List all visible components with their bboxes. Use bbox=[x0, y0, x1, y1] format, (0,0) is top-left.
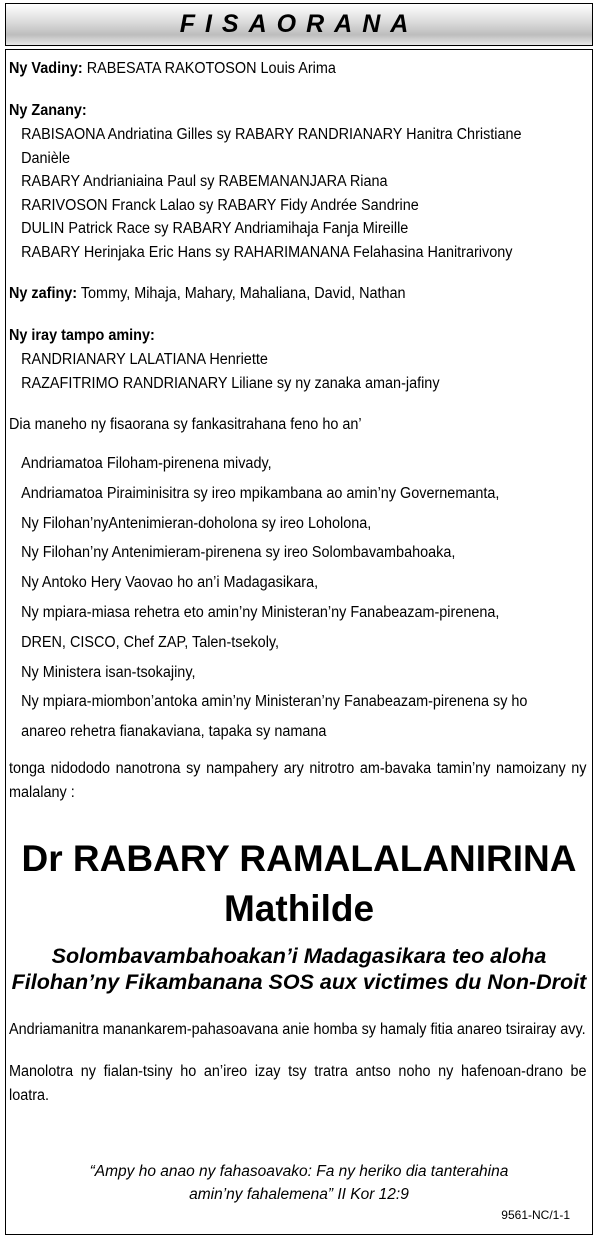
bible-quote: “Ampy ho anao ny fahasoavako: Fa ny heriko dia tanterahina bbox=[89, 1163, 509, 1180]
siblings-label: Ny iray tampo aminy: bbox=[9, 327, 155, 344]
child-line: RABARY Herinjaka Eric Hans sy RAHARIMANANA Felahasina Hanitrarivony bbox=[21, 243, 513, 261]
thanks-item: anareo rehetra fianakaviana, tapaka sy namana bbox=[21, 723, 327, 741]
thanks-intro: Dia maneho ny fisaorana sy fankasitrahana feno ho an’ bbox=[9, 416, 362, 433]
thanks-item: Andriamatoa Piraiminisitra sy ireo mpikambana ao amin’ny Governemanta, bbox=[21, 484, 500, 502]
thanks-item: DREN, CISCO, Chef ZAP, Talen-tsekoly, bbox=[21, 633, 280, 651]
sibling-line: RAZAFITRIMO RANDRIANARY Liliane sy ny zanaka aman-jafiny bbox=[21, 374, 440, 392]
spouse-line: Ny Vadiny: RABESATA RAKOTOSON Louis Arima bbox=[9, 60, 336, 77]
reference-number: 9561-NC/1-1 bbox=[501, 1208, 570, 1222]
thanks-item: Ny mpiara-miasa rehetra eto amin’ny Ministeran’ny Fanabeazam-pirenena, bbox=[21, 603, 500, 621]
child-line: DULIN Patrick Race sy RABARY Andriamihaja Fanja Mireille bbox=[21, 220, 409, 237]
deceased-role: Filohan’ny Fikambanana SOS aux victimes du Non-Droit bbox=[11, 970, 587, 994]
thanks-item: Ny Ministera isan-tsokajiny, bbox=[21, 663, 196, 681]
children-label: Ny Zanany: bbox=[9, 102, 87, 119]
deceased-title: Solombavambahoakan’i Madagasikara teo aloha bbox=[51, 944, 547, 968]
thanks-item: Ny mpiara-miombon’antoka amin’ny Ministeran’ny Fanabeazam-pirenena sy ho bbox=[21, 693, 528, 711]
child-line: RARIVOSON Franck Lalao sy RABARY Fidy Andrée Sandrine bbox=[21, 196, 419, 214]
header-banner bbox=[5, 3, 593, 46]
notice-body bbox=[9, 57, 587, 805]
deceased-first-name: Mathilde bbox=[223, 888, 375, 929]
closing-block bbox=[9, 1018, 587, 1108]
child-line: Danièle bbox=[21, 149, 70, 167]
thanks-item: Andriamatoa Filoham-pirenena mivady, bbox=[21, 455, 272, 472]
blessing-paragraph: Andriamanitra manankarem-pahasoavana anie homba sy hamaly fitia anareo tsirairay avy. bbox=[9, 1021, 586, 1038]
child-line: RABISAONA Andriatina Gilles sy RABARY RANDRIANARY Hanitra Christiane bbox=[21, 126, 522, 143]
child-line: RABARY Andrianiaina Paul sy RABEMANANJARA Riana bbox=[21, 173, 388, 190]
page-title: FISAORANA bbox=[179, 10, 419, 38]
thanks-list bbox=[9, 449, 587, 747]
grandchildren-line: Ny zafiny: Tommy, Mihaja, Mahary, Mahaliana, David, Nathan bbox=[9, 285, 406, 302]
closing-paragraph: tonga nidododo nanotrona sy nampahery ary nitrotro am-bavaka tamin’ny namoizany ny malalany : bbox=[9, 759, 587, 801]
thanks-item: Ny Filohan’nyAntenimieran-doholona sy ireo Loholona, bbox=[21, 514, 372, 532]
sibling-line: RANDRIANARY LALATIANA Henriette bbox=[21, 351, 268, 368]
bible-quote-citation: amin’ny fahalemena” II Kor 12:9 bbox=[189, 1186, 409, 1203]
thanks-item: Ny Antoko Hery Vaovao ho an’i Madagasikara, bbox=[21, 574, 319, 592]
thanks-item: Ny Filohan’ny Antenimieram-pirenena sy ireo Solombavambahoaka, bbox=[21, 544, 456, 562]
apology-paragraph: Manolotra ny fialan-tsiny ho an’ireo izay tsy tratra antso noho ny hafenoan-drano be loatra. bbox=[9, 1063, 587, 1104]
deceased-name: Dr RABARY RAMALALANIRINA bbox=[21, 838, 577, 879]
